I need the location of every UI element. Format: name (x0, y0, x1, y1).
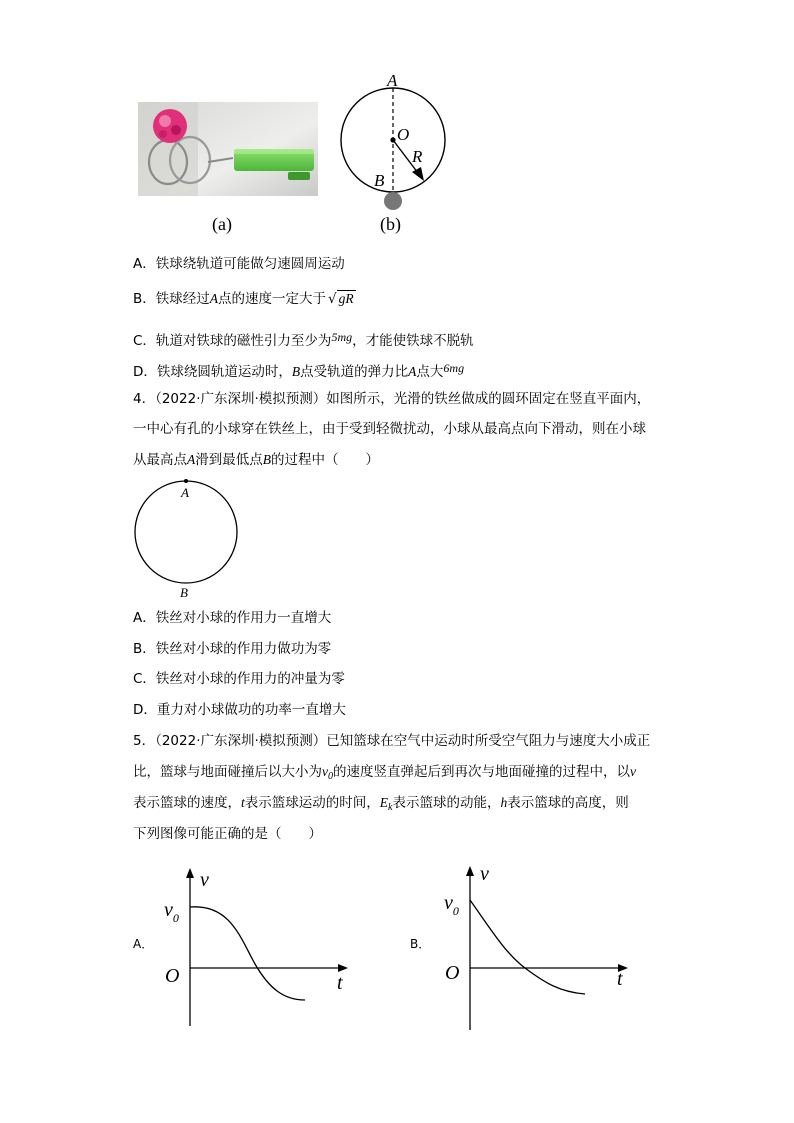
q5-stem-line4: 下列图像可能正确的是（ ） (133, 826, 322, 842)
graph-b-y-arrow (466, 866, 474, 876)
graph-a (160, 862, 360, 1032)
q5-v-symbol: v (630, 764, 636, 779)
q4-option-b: B．铁丝对小球的作用力做功为零 (133, 641, 332, 657)
graph-a-x-arrow (338, 964, 348, 972)
sqrt-radicand: gR (338, 291, 354, 306)
q5-stem-line3 (133, 793, 629, 818)
sqrt-expression: √ gR (328, 291, 354, 307)
q5-E-symbol: E (379, 795, 389, 810)
q4-option-c: C．铁丝对小球的作用力的冲量为零 (133, 671, 345, 687)
q3-c-suffix: ，才能使铁球不脱轨 (352, 333, 474, 349)
q4-stem-line3 (133, 450, 379, 470)
graph-b-origin: O (445, 962, 460, 984)
graph-b-y-label: v (480, 863, 489, 885)
q5-v0-v: v (322, 764, 328, 779)
caption-a: (a) (212, 214, 232, 234)
ring-diagram (130, 476, 245, 601)
graph-b-x-label: t (617, 968, 623, 990)
graph-a-y-label: v (200, 869, 209, 891)
label-O: O (397, 125, 410, 144)
bead-dot (184, 479, 188, 483)
radius-arrowhead (412, 167, 424, 181)
q3-b-mid: 点的速度一定大于 (218, 291, 327, 307)
q4-line3-a: 从最高点 (133, 452, 187, 468)
q5-stem-line2 (133, 762, 636, 787)
q4-stem-line1: 4．（2022·广东深圳·模拟预测）如图所示，光滑的铁丝做成的圆环固定在竖直平面内， (133, 391, 651, 407)
q5-v0-sub: 0 (328, 771, 333, 782)
q3-b-point: A (209, 291, 219, 306)
q5-k-sub: k (388, 802, 393, 813)
q3-d-value: 6mg (443, 361, 465, 375)
graph-b-curve (470, 900, 585, 994)
q5-line3-b: 表示篮球运动的时间， (244, 795, 380, 811)
q4-option-a: A．铁丝对小球的作用力一直增大 (133, 610, 332, 626)
graph-b-svg (440, 858, 640, 1033)
label-A: A (387, 71, 398, 90)
loop-diagram (330, 66, 460, 216)
q3-option-d (133, 358, 464, 382)
diagram-figure-b (330, 66, 460, 216)
q5-stem-line1: 5．（2022·广东深圳·模拟预测）已知篮球在空气中运动时所受空气阻力与速度大小成正 (133, 733, 651, 749)
caption-b: (b) (380, 214, 401, 234)
photo-illustration (138, 102, 318, 196)
graph-b-v0: $v_0$ (444, 892, 459, 918)
ring-label-B: B (180, 585, 188, 600)
q4-option-d: D．重力对小球做功的功率一直增大 (133, 702, 346, 718)
q3-option-a: A．铁球绕轨道可能做匀速圆周运动 (133, 256, 345, 272)
ring-label-A: A (181, 485, 189, 500)
q4-stem-line2: 一中心有孔的小球穿在铁丝上，由于受到轻微扰动，小球从最高点向下滑动，则在小球 (133, 421, 646, 437)
graph-a-x-label: t (337, 972, 343, 994)
q4-line3-b: 滑到最低点 (195, 452, 263, 468)
graph-a-option-label: A． (133, 937, 154, 951)
q3-d-prefix: D．铁球绕圆轨道运动时， (133, 364, 292, 380)
q5-t-symbol: t (241, 795, 245, 810)
q3-d-b: B (291, 364, 301, 379)
q4-line3-B: B (262, 452, 271, 467)
q3-c-value: 5mg (331, 330, 353, 344)
q3-option-c (133, 327, 474, 351)
q3-d-mid: 点受轨道的弹力比 (300, 364, 409, 380)
graph-a-svg (160, 862, 360, 1032)
q4-line3-A: A (187, 452, 196, 467)
q3-d-a: A (408, 364, 417, 379)
label-R: R (412, 147, 423, 166)
graph-b-option-label: B． (410, 937, 431, 951)
q4-line3-c: 的过程中（ ） (271, 452, 379, 468)
label-B: B (374, 171, 385, 190)
q5-line2-b: 的速度竖直弹起后到再次与地面碰撞的过程中，以 (333, 764, 630, 780)
q3-d-mid2: 点大 (416, 364, 444, 380)
q3-b-prefix: B．铁球经过 (133, 291, 210, 307)
graph-a-curve (190, 907, 305, 1000)
q5-line3-a: 表示篮球的速度， (133, 795, 241, 811)
q3-c-prefix: C．轨道对铁球的磁性引力至少为 (133, 333, 332, 349)
graph-a-y-arrow (186, 868, 194, 878)
q5-line3-c: 表示篮球的动能， (392, 795, 501, 811)
iron-ball (384, 192, 402, 210)
q3-option-b (133, 289, 356, 309)
q5-line2-a: 比，篮球与地面碰撞后以大小为 (133, 764, 322, 780)
q5-h-symbol: h (500, 795, 508, 810)
q4-figure (130, 476, 245, 601)
graph-b (440, 858, 640, 1033)
graph-a-origin: O (165, 965, 180, 987)
graph-a-v0: $v_0$ (164, 899, 179, 925)
q5-line3-d: 表示篮球的高度，则 (507, 795, 629, 811)
photo-figure-a (138, 102, 318, 196)
